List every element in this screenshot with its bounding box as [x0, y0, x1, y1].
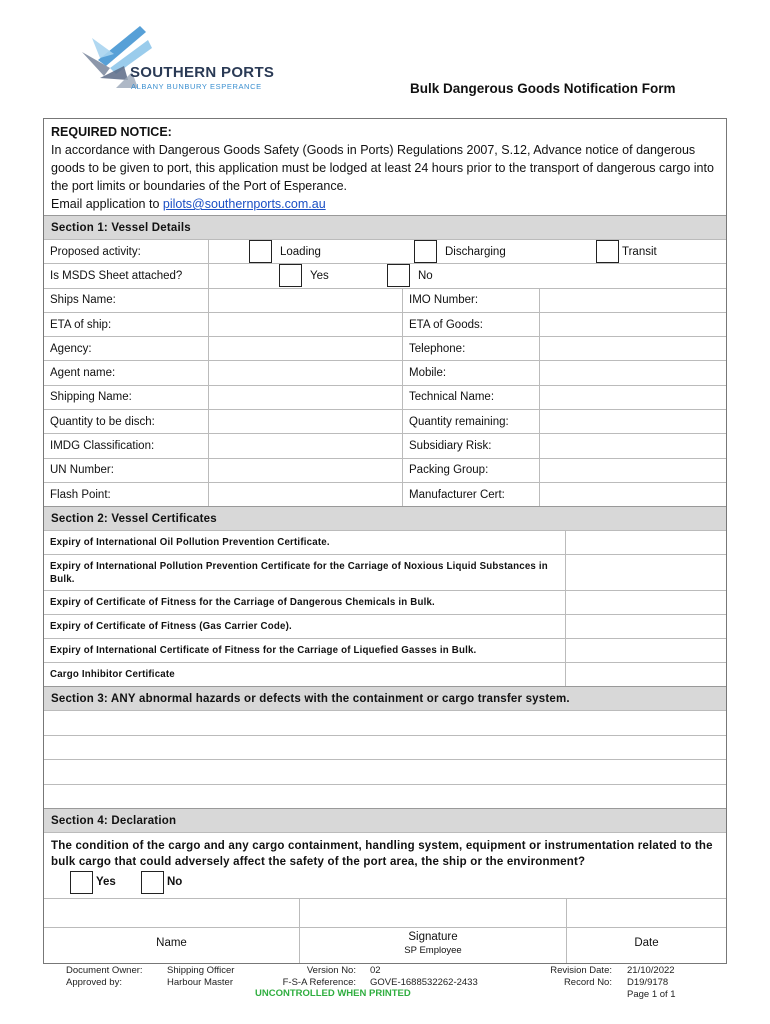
field-input-right[interactable]: [540, 434, 726, 457]
footer-version-labels: [274, 965, 356, 989]
certificate-row: [44, 638, 726, 662]
field-input-right[interactable]: [540, 337, 726, 360]
vessel-field-row: [44, 360, 726, 384]
declaration-statement: The condition of the cargo and any cargo containment, handling system, equipment or instrumentation related to the bulk cargo that could adversely affect the safety of the port area, the ship or the environment?: [51, 840, 713, 869]
field-label-right: Subsidiary Risk:: [403, 434, 540, 457]
certificate-label: Expiry of International Pollution Prevention Certificate for the Carriage of Noxious Liquid Substances in Bulk.: [44, 555, 566, 590]
declaration-block: [44, 832, 726, 873]
certificate-label: Expiry of International Oil Pollution Prevention Certificate.: [44, 531, 566, 554]
signature-label-row: [44, 927, 726, 963]
field-input-left[interactable]: [209, 410, 403, 433]
field-label-right: ETA of Goods:: [403, 313, 540, 336]
revision-label: Revision Date:: [550, 965, 612, 976]
msds-no-label: No: [418, 269, 433, 282]
footer-owner-labels: [66, 965, 143, 989]
certificate-expiry-input[interactable]: [566, 591, 726, 614]
record-label: Record No:: [563, 977, 612, 988]
page-number: Page 1 of 1: [627, 989, 676, 1000]
vessel-field-row: [44, 458, 726, 482]
field-label-left: IMDG Classification:: [44, 434, 209, 457]
logo-tagline: ALBANY BUNBURY ESPERANCE: [131, 82, 262, 91]
certificate-row: [44, 530, 726, 554]
field-label-left: Shipping Name:: [44, 386, 209, 409]
field-label-right: Manufacturer Cert:: [403, 483, 540, 506]
certificate-expiry-input[interactable]: [566, 615, 726, 638]
certificate-expiry-input[interactable]: [566, 531, 726, 554]
vessel-field-row: [44, 288, 726, 312]
field-label-left: Ships Name:: [44, 289, 209, 312]
signature-cell: [300, 928, 567, 963]
vessel-field-row: [44, 312, 726, 336]
footer-version-values: [370, 965, 478, 989]
declaration-no-label: No: [167, 876, 183, 889]
logo-name: SOUTHERN PORTS: [130, 64, 275, 81]
msds-no-checkbox[interactable]: [387, 264, 410, 287]
field-label-right: Packing Group:: [403, 459, 540, 482]
name-label: Name: [44, 928, 300, 963]
uncontrolled-notice: UNCONTROLLED WHEN PRINTED: [255, 988, 411, 999]
certificate-label: Expiry of Certificate of Fitness for the Carriage of Dangerous Chemicals in Bulk.: [44, 591, 566, 614]
field-input-right[interactable]: [540, 459, 726, 482]
hazard-line-1[interactable]: [44, 710, 726, 735]
certificate-row: [44, 554, 726, 590]
proposed-activity-row: [44, 239, 726, 263]
field-input-left[interactable]: [209, 361, 403, 384]
signature-label: Signature: [408, 931, 458, 944]
owner-label: Document Owner:: [66, 965, 143, 976]
vessel-field-row: [44, 409, 726, 433]
transit-label: Transit: [622, 245, 657, 258]
transit-checkbox[interactable]: [596, 240, 619, 263]
field-input-right[interactable]: [540, 386, 726, 409]
field-input-left[interactable]: [209, 313, 403, 336]
field-input-left[interactable]: [209, 337, 403, 360]
proposed-activity-label: Proposed activity:: [44, 240, 209, 263]
certificate-label: Expiry of International Certificate of Fitness for the Carriage of Liquefied Gasses in Bulk.: [44, 639, 566, 662]
footer-revision-labels: [530, 965, 612, 989]
notice-heading: REQUIRED NOTICE:: [51, 125, 172, 139]
declaration-answer: [44, 870, 726, 894]
certificate-expiry-input[interactable]: [566, 663, 726, 686]
msds-yes-label: Yes: [310, 269, 329, 282]
certificate-label: Expiry of Certificate of Fitness (Gas Carrier Code).: [44, 615, 566, 638]
section-3-header: Section 3: ANY abnormal hazards or defects with the containment or cargo transfer system.: [44, 686, 726, 710]
section-2-header: Section 2: Vessel Certificates: [44, 506, 726, 530]
field-input-right[interactable]: [540, 361, 726, 384]
field-input-right[interactable]: [540, 483, 726, 506]
vessel-field-row: [44, 433, 726, 457]
discharging-checkbox[interactable]: [414, 240, 437, 263]
ref-value: GOVE-1688532262-2433: [370, 977, 478, 988]
version-value: 02: [370, 965, 381, 976]
form-frame: [43, 118, 727, 964]
signature-input-row: [44, 898, 726, 927]
certificate-expiry-input[interactable]: [566, 555, 726, 590]
approved-value: Harbour Master: [167, 977, 233, 988]
name-input[interactable]: [44, 899, 300, 927]
email-link[interactable]: pilots@southernports.com.au: [162, 197, 326, 211]
field-label-right: Telephone:: [403, 337, 540, 360]
vessel-field-row: [44, 482, 726, 506]
vessel-field-row: [44, 336, 726, 360]
certificate-row: [44, 590, 726, 614]
field-input-right[interactable]: [540, 410, 726, 433]
hazard-line-4[interactable]: [44, 784, 726, 809]
field-label-right: Technical Name:: [403, 386, 540, 409]
email-prefix: Email application to: [51, 197, 163, 211]
date-label: Date: [634, 937, 659, 950]
field-input-right[interactable]: [540, 313, 726, 336]
certificate-label: Cargo Inhibitor Certificate: [44, 663, 566, 686]
version-label: Version No:: [306, 965, 356, 976]
certificate-row: [44, 614, 726, 638]
loading-checkbox[interactable]: [249, 240, 272, 263]
declaration-yes-label: Yes: [96, 876, 116, 889]
vessel-field-row: [44, 385, 726, 409]
hazard-line-2[interactable]: [44, 735, 726, 760]
field-label-left: Flash Point:: [44, 483, 209, 506]
signature-sub-label: SP Employee: [404, 945, 462, 957]
field-label-left: Agency:: [44, 337, 209, 360]
field-label-left: Quantity to be disch:: [44, 410, 209, 433]
form-title: Bulk Dangerous Goods Notification Form: [410, 81, 676, 96]
field-label-left: Agent name:: [44, 361, 209, 384]
field-input-left[interactable]: [209, 483, 403, 506]
certificate-row: [44, 662, 726, 686]
section-1-header: Section 1: Vessel Details: [44, 215, 726, 239]
field-label-right: IMO Number:: [403, 289, 540, 312]
hazard-line-3[interactable]: [44, 759, 726, 784]
approved-label: Approved by:: [66, 977, 122, 988]
certificate-expiry-input[interactable]: [566, 639, 726, 662]
declaration-no-checkbox[interactable]: [141, 871, 164, 894]
notice-body: In accordance with Dangerous Goods Safety (Goods in Ports) Regulations 2007, S.12, Advance notice of dangerous goods to be given to port, this application must be lodged at least 24 hours prior to the transport of dangerous cargo into the port limits or boundaries of the Port of Esperance.: [51, 143, 714, 193]
msds-yes-checkbox[interactable]: [279, 264, 302, 287]
field-input-left[interactable]: [209, 386, 403, 409]
field-label-right: Quantity remaining:: [403, 410, 540, 433]
footer-owner-values: [167, 965, 234, 989]
field-input-left[interactable]: [209, 459, 403, 482]
msds-row: [44, 263, 726, 287]
section-4-header: Section 4: Declaration: [44, 808, 726, 832]
footer-revision-values: [627, 965, 676, 1001]
record-value: D19/9178: [627, 977, 669, 988]
ref-label: F-S-A Reference:: [282, 977, 356, 988]
field-label-right: Mobile:: [403, 361, 540, 384]
field-input-right[interactable]: [540, 289, 726, 312]
field-input-left[interactable]: [209, 289, 403, 312]
loading-label: Loading: [280, 245, 321, 258]
date-input[interactable]: [567, 899, 726, 927]
field-label-left: UN Number:: [44, 459, 209, 482]
field-input-left[interactable]: [209, 434, 403, 457]
required-notice: [44, 119, 726, 215]
owner-value: Shipping Officer: [167, 965, 235, 976]
discharging-label: Discharging: [445, 245, 506, 258]
field-label-left: ETA of ship:: [44, 313, 209, 336]
signature-input[interactable]: [300, 899, 567, 927]
msds-label: Is MSDS Sheet attached?: [44, 264, 209, 287]
declaration-yes-checkbox[interactable]: [70, 871, 93, 894]
revision-value: 21/10/2022: [627, 965, 675, 976]
